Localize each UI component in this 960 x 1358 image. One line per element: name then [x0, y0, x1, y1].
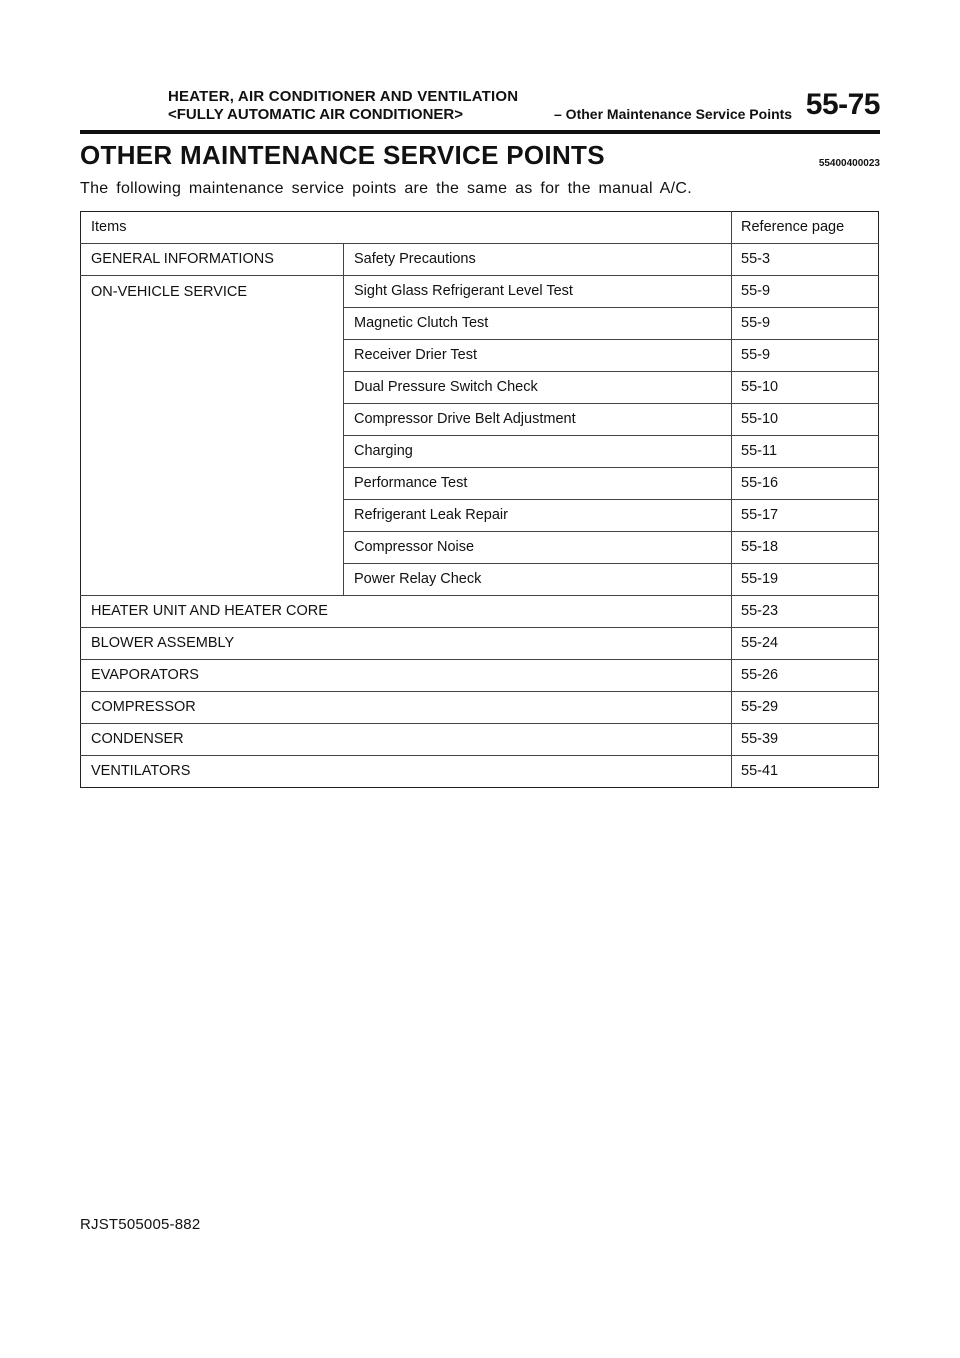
section-cell: CONDENSER [81, 724, 732, 756]
ref-cell: 55-9 [732, 276, 879, 308]
section-cell: HEATER UNIT AND HEATER CORE [81, 596, 732, 628]
table-header-row [81, 212, 879, 244]
group-on-vehicle-service: ON-VEHICLE SERVICE [81, 276, 344, 596]
item-cell: Performance Test [344, 468, 732, 500]
footer-document-code: RJST505005-882 [80, 1216, 201, 1233]
section-cell: EVAPORATORS [81, 660, 732, 692]
section-cell: COMPRESSOR [81, 692, 732, 724]
section-cell: BLOWER ASSEMBLY [81, 628, 732, 660]
section-subtitle: <FULLY AUTOMATIC AIR CONDITIONER> [168, 106, 464, 123]
ref-cell: 55-26 [732, 660, 879, 692]
table-row [81, 660, 879, 692]
ref-cell: 55-9 [732, 340, 879, 372]
ref-cell: 55-24 [732, 628, 879, 660]
table-row [81, 244, 879, 276]
item-cell: Refrigerant Leak Repair [344, 500, 732, 532]
ref-cell: 55-29 [732, 692, 879, 724]
item-cell: Safety Precautions [344, 244, 732, 276]
intro-paragraph: The following maintenance service points are the same as for the manual A/C. [80, 180, 692, 197]
table-row [81, 628, 879, 660]
item-cell: Sight Glass Refrigerant Level Test [344, 276, 732, 308]
item-cell: Compressor Noise [344, 532, 732, 564]
table-row [81, 756, 879, 788]
ref-cell: 55-17 [732, 500, 879, 532]
page-title: OTHER MAINTENANCE SERVICE POINTS [80, 140, 605, 170]
item-cell: Magnetic Clutch Test [344, 308, 732, 340]
header-reference-page: Reference page [732, 212, 879, 244]
table-row [81, 692, 879, 724]
item-cell: Dual Pressure Switch Check [344, 372, 732, 404]
table-row [81, 596, 879, 628]
section-cell: VENTILATORS [81, 756, 732, 788]
ref-cell: 55-11 [732, 436, 879, 468]
ref-cell: 55-10 [732, 372, 879, 404]
item-cell: Receiver Drier Test [344, 340, 732, 372]
ref-cell: 55-10 [732, 404, 879, 436]
item-cell: Power Relay Check [344, 564, 732, 596]
group-general-informations: GENERAL INFORMATIONS [81, 244, 344, 276]
table-row [81, 276, 879, 308]
ref-cell: 55-16 [732, 468, 879, 500]
ref-cell: 55-39 [732, 724, 879, 756]
page-header [80, 84, 880, 134]
document-code: 55400400023 [818, 158, 880, 169]
reference-table [80, 211, 879, 788]
page-number: 55-75 [805, 88, 880, 121]
ref-cell: 55-3 [732, 244, 879, 276]
ref-cell: 55-18 [732, 532, 879, 564]
ref-cell: 55-23 [732, 596, 879, 628]
item-cell: Compressor Drive Belt Adjustment [344, 404, 732, 436]
ref-cell: 55-9 [732, 308, 879, 340]
header-items: Items [81, 212, 732, 244]
item-cell: Charging [344, 436, 732, 468]
section-title: HEATER, AIR CONDITIONER AND VENTILATION [168, 88, 519, 105]
ref-cell: 55-41 [732, 756, 879, 788]
subsection-title: – Other Maintenance Service Points [554, 106, 793, 122]
ref-cell: 55-19 [732, 564, 879, 596]
table-row [81, 724, 879, 756]
